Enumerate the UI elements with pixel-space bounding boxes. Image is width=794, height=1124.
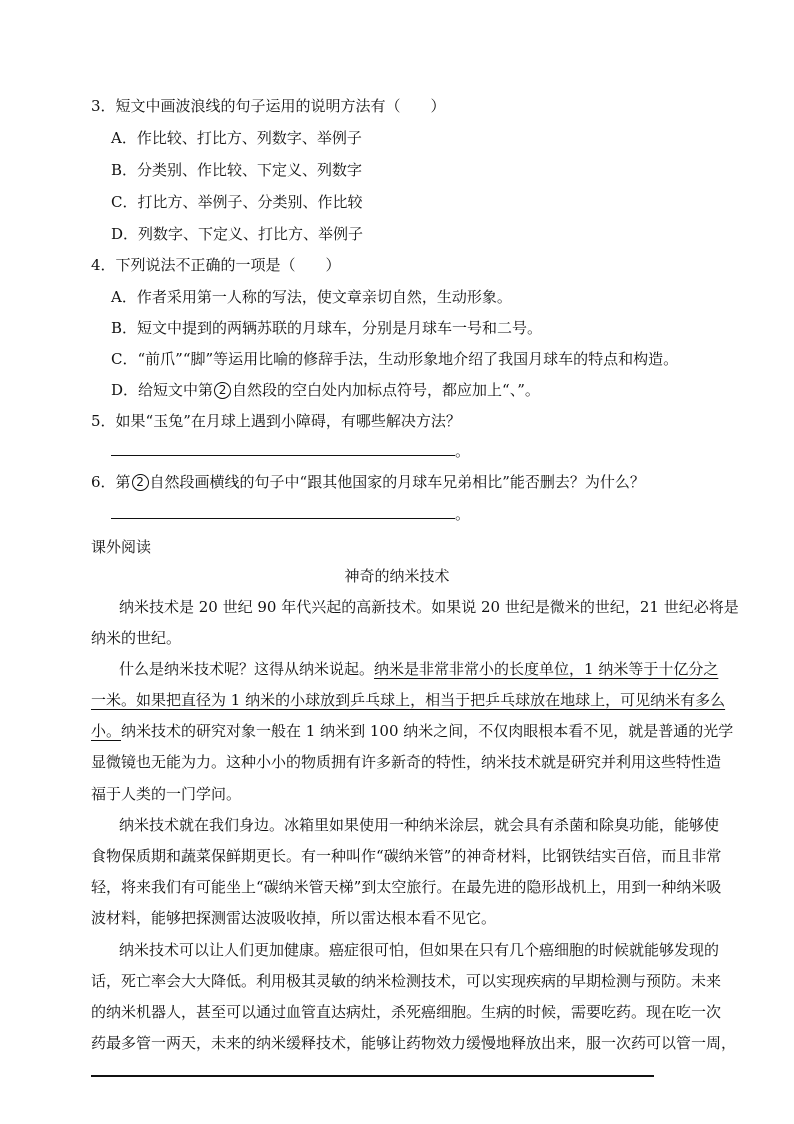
circled-number-2: 2 [132,474,149,491]
option-d-suffix: 自然段的空白处内加标点符号，都应加上“、”。 [232,381,540,399]
paragraph-4-line-1: 纳米技术可以让人们更加健康。癌症很可怕，但如果在只有几个癌细胞的时候就能够发现的 [119,941,720,959]
underlined-sentence-part-1: 纳米是非常非常小的长度单位，1 纳米等于十亿分之 [374,660,719,678]
question-5-stem: 5．如果“玉兔”在月球上遇到小障碍，有哪些解决方法？ [91,412,461,430]
circled-number-2: 2 [214,382,231,399]
answer-blank-line-6[interactable] [111,518,455,519]
answer-blank-line-5[interactable] [111,455,455,456]
article-title: 神奇的纳米技术 [344,567,450,585]
question-3-option-a: A．作比较、打比方、列数字、举例子 [111,129,362,147]
question-4-stem: 4．下列说法不正确的一项是（ ） [91,256,341,274]
question-4-option-a: A．作者采用第一人称的写法，使文章亲切自然，生动形象。 [111,288,512,306]
question-3-option-d: D．列数字、下定义、打比方、举例子 [111,225,364,243]
paragraph-2-line-2 [91,690,725,710]
paragraph-2-line-3-rest: 纳米技术的研究对象一般在 1 纳米到 100 纳米之间，不仅肉眼根本看不见，就是普通的光学 [121,722,734,740]
question-3-stem: 3．短文中画波浪线的句子运用的说明方法有（ ） [91,97,446,115]
question-3-option-c: C．打比方、举例子、分类别、作比较 [111,193,363,211]
paragraph-1-line-1: 纳米技术是 20 世纪 90 年代兴起的高新技术。如果说 20 世纪是微米的世纪，21 世纪必将是 [119,598,739,616]
question-4-option-c: C．“前爪”“脚”等运用比喻的修辞手法，生动形象地介绍了我国月球车的特点和构造。 [111,350,679,368]
question-4-option-d [111,380,540,400]
question-4-option-b: B．短文中提到的两辆苏联的月球车，分别是月球车一号和二号。 [111,319,543,337]
underlined-sentence-part-2: 一米。如果把直径为 1 纳米的小球放到乒乓球上，相当于把乒乓球放在地球上，可见纳米有多么 [91,691,726,709]
answer-end-mark-5: 。 [455,442,471,460]
paragraph-2-line-5: 福于人类的一门学问。 [91,785,242,803]
paragraph-4-line-2: 话，死亡率会大大降低。利用极其灵敏的纳米检测技术，可以实现疾病的早期检测与预防。未来 [91,972,722,990]
question-6-prefix: 6．第 [91,473,131,491]
paragraph-2-line-4: 显微镜也无能为力。这种小小的物质拥有许多新奇的特性，纳米技术就是研究并利用这些特性造 [91,753,722,771]
paragraph-2-line-3 [91,721,733,741]
paragraph-3-line-3: 轻，将来我们有可能坐上“碳纳米管天梯”到太空旅行。在最先进的隐形战机上，用到一种纳米吸 [91,878,722,896]
paragraph-2-intro: 什么是纳米技术呢？这得从纳米说起。 [119,660,375,678]
option-d-prefix: D．给短文中第 [111,381,214,399]
section-label: 课外阅读 [91,538,152,556]
paragraph-2-line-1 [119,659,718,679]
paragraph-4-line-3: 的纳米机器人，甚至可以通过血管直达病灶，杀死癌细胞。生病的时候，需要吃药。现在吃一次 [91,1003,722,1021]
paragraph-4-line-4: 药最多管一两天，未来的纳米缓释技术，能够让药物效力缓慢地释放出来，服一次药可以管一周， [91,1034,737,1052]
paragraph-3-line-2: 食物保质期和蔬菜保鲜期更长。有一种叫作“碳纳米管”的神奇材料，比钢铁结实百倍，而且非常 [91,847,722,865]
paragraph-3-line-1: 纳米技术就在我们身边。冰箱里如果使用一种纳米涂层，就会具有杀菌和除臭功能，能够使 [119,816,720,834]
answer-end-mark-6: 。 [455,505,471,523]
page-bottom-rule [91,1075,654,1077]
question-3-option-b: B．分类别、作比较、下定义、列数字 [111,161,363,179]
paragraph-1-line-2: 纳米的世纪。 [91,629,182,647]
question-6-stem [91,472,645,492]
paragraph-3-line-4: 波材料，能够把探测雷达波吸收掉，所以雷达根本看不见它。 [91,909,497,927]
underlined-sentence-part-3: 小。 [91,722,122,740]
question-6-suffix: 自然段画横线的句子中“跟其他国家的月球车兄弟相比”能否删去？为什么？ [149,473,645,491]
